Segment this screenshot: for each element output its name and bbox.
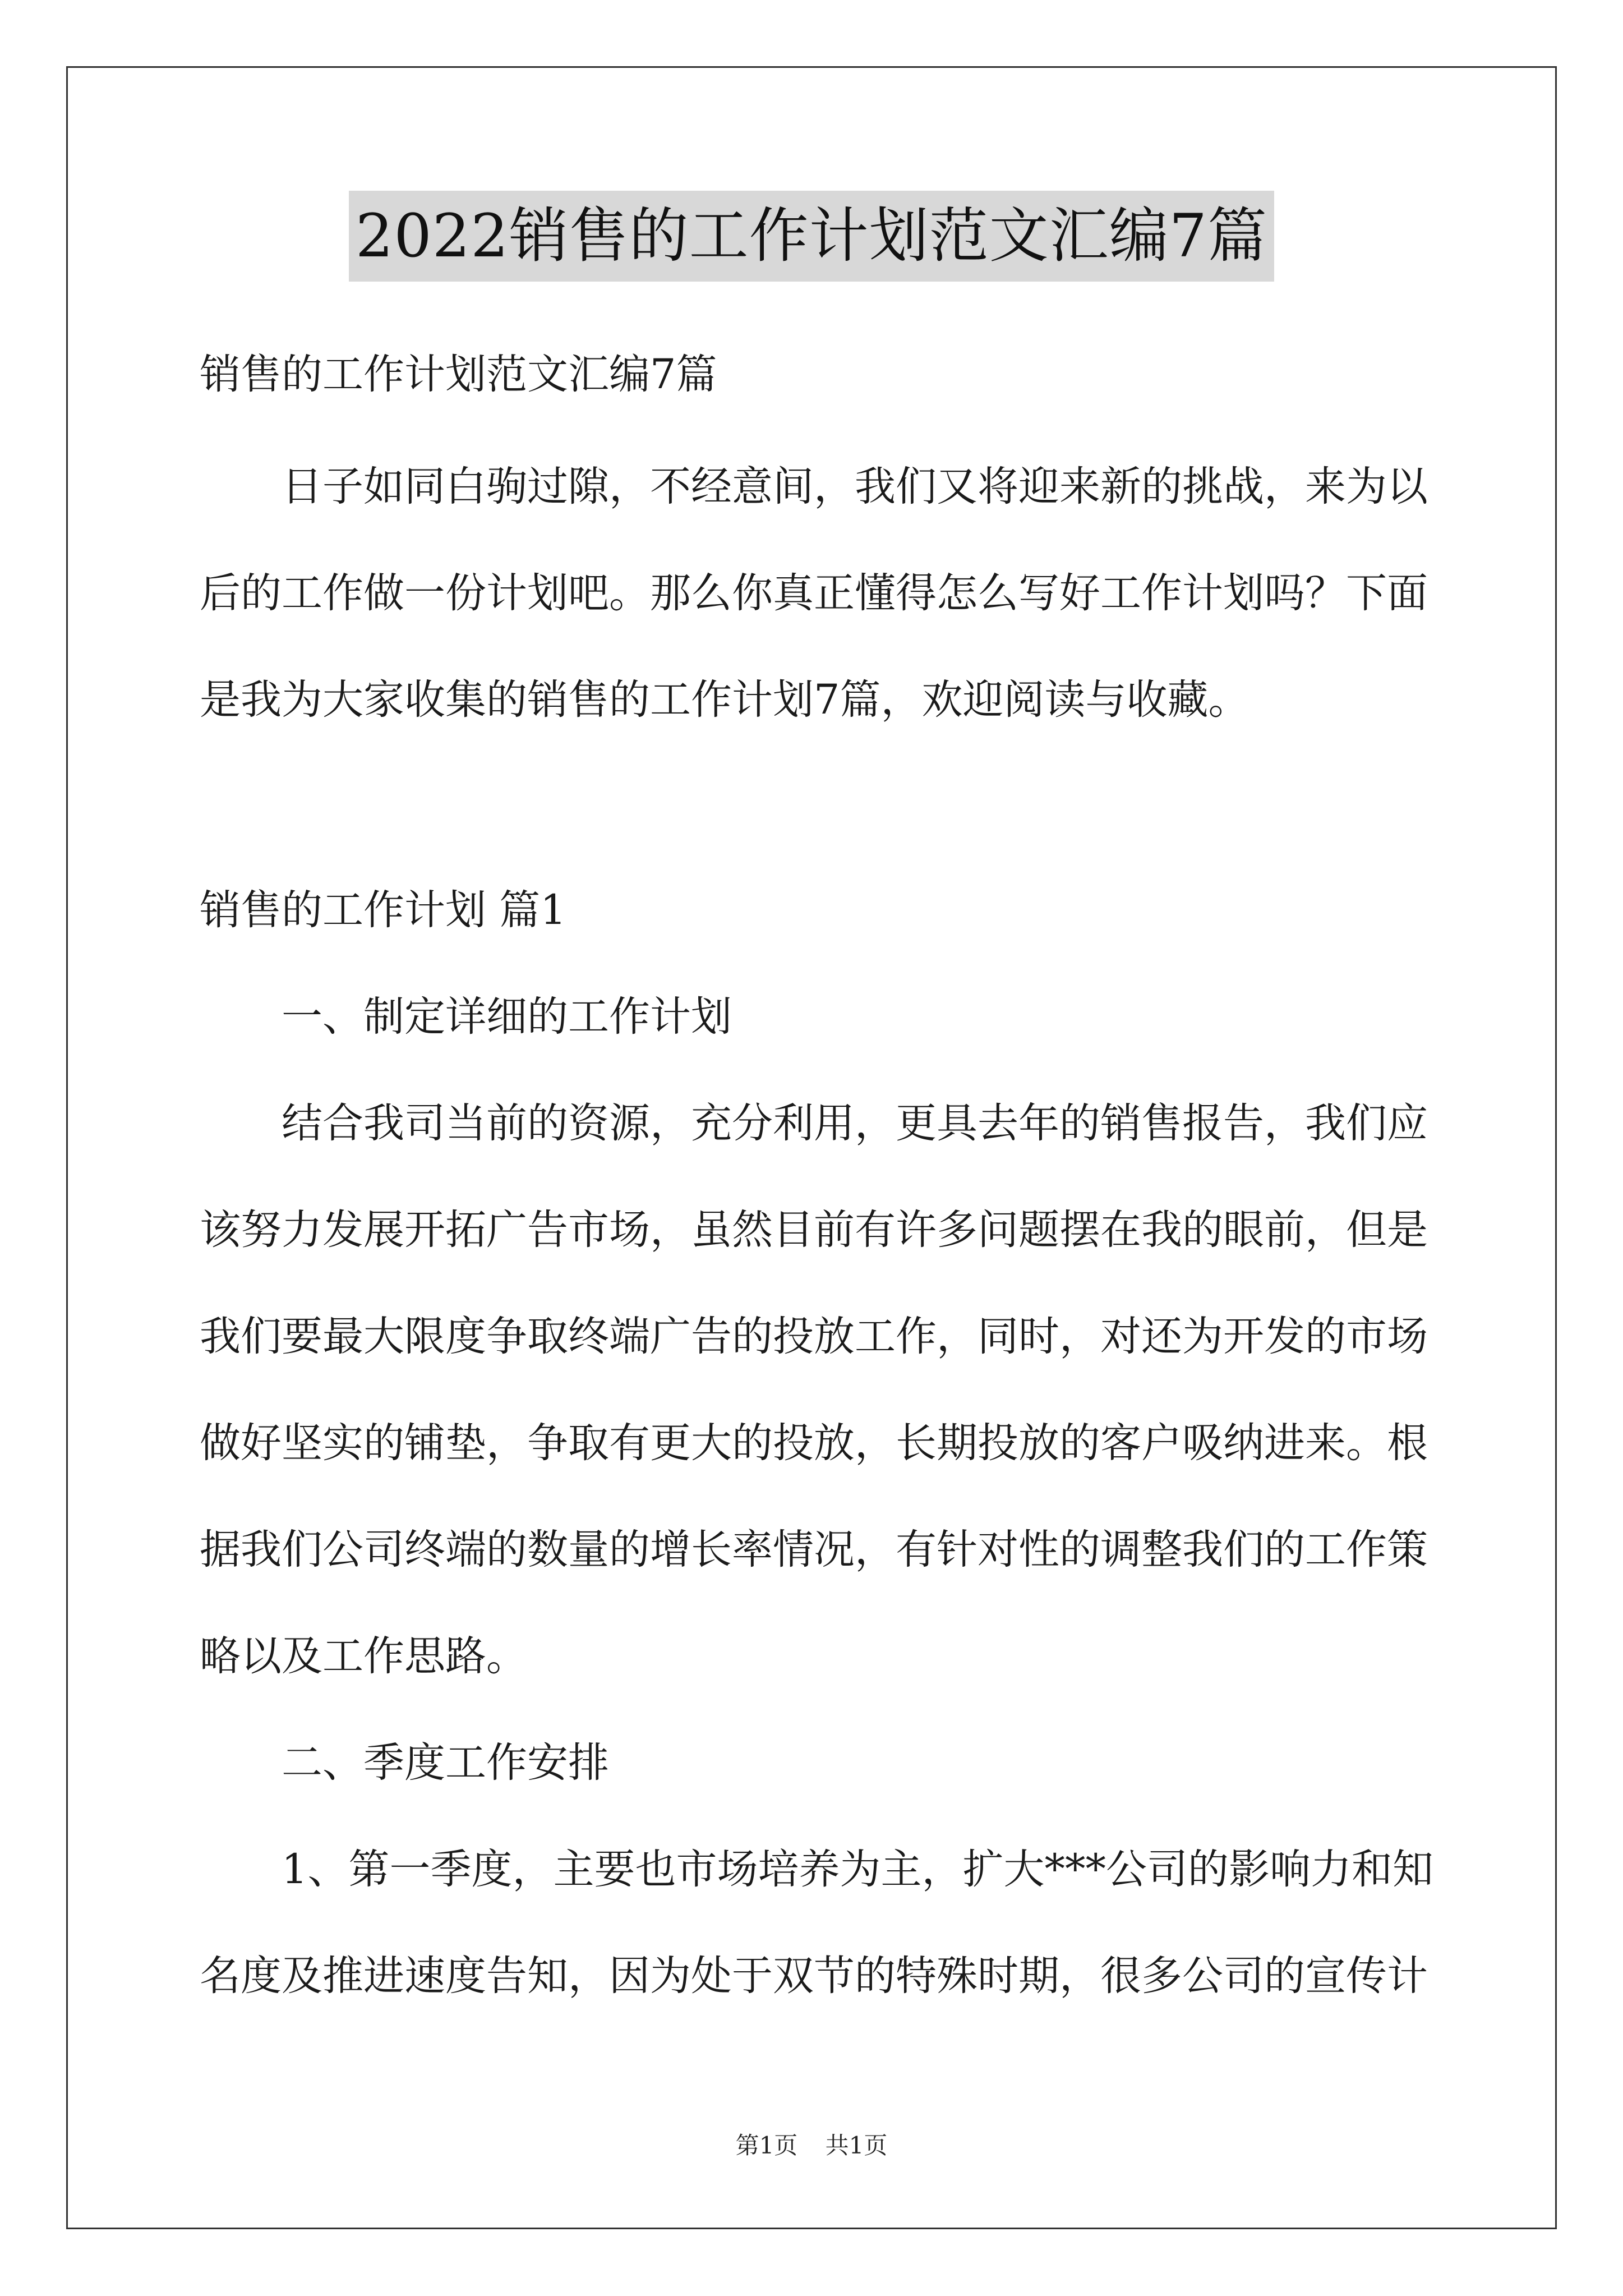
- paragraph-line: 据我们公司终端的数量的增长率情况，有针对性的调整我们的工作策: [200, 1526, 1428, 1573]
- intro-line: 是我为大家收集的销售的工作计划7篇，欢迎阅读与收藏。: [200, 676, 1249, 724]
- paragraph-line: 我们要最大限度争取终端广告的投放工作，同时，对还为开发的市场: [200, 1313, 1428, 1360]
- paragraph-line: 名度及推进速度告知，因为处于双节的特殊时期，很多公司的宣传计: [200, 1952, 1428, 2000]
- subtitle: 销售的工作计划范文汇编7篇: [200, 351, 717, 398]
- document-title: 2022销售的工作计划范文汇编7篇: [349, 191, 1274, 282]
- title-container: [0, 191, 1623, 282]
- heading-2: 二、季度工作安排: [282, 1739, 609, 1787]
- intro-line: 日子如同白驹过隙，不经意间，我们又将迎来新的挑战，来为以: [282, 463, 1428, 510]
- section-heading: 销售的工作计划 篇1: [200, 886, 566, 934]
- heading-1: 一、制定详细的工作计划: [282, 993, 732, 1041]
- paragraph-line: 该努力发展开拓广告市场，虽然目前有许多问题摆在我的眼前，但是: [200, 1206, 1428, 1254]
- paragraph-line: 做好坚实的铺垫，争取有更大的投放，长期投放的客户吸纳进来。根: [200, 1419, 1428, 1467]
- intro-line: 后的工作做一份计划吧。那么你真正懂得怎么写好工作计划吗？下面: [200, 569, 1428, 617]
- page-number: 第1页: [735, 2132, 798, 2159]
- paragraph-line: 1、第一季度，主要也市场培养为主，扩大***公司的影响力和知: [282, 1846, 1433, 1893]
- page-total: 共1页: [825, 2132, 888, 2159]
- page-footer: [0, 2129, 1623, 2162]
- paragraph-line: 结合我司当前的资源，充分利用，更具去年的销售报告，我们应: [282, 1099, 1428, 1147]
- paragraph-line: 略以及工作思路。: [200, 1632, 527, 1680]
